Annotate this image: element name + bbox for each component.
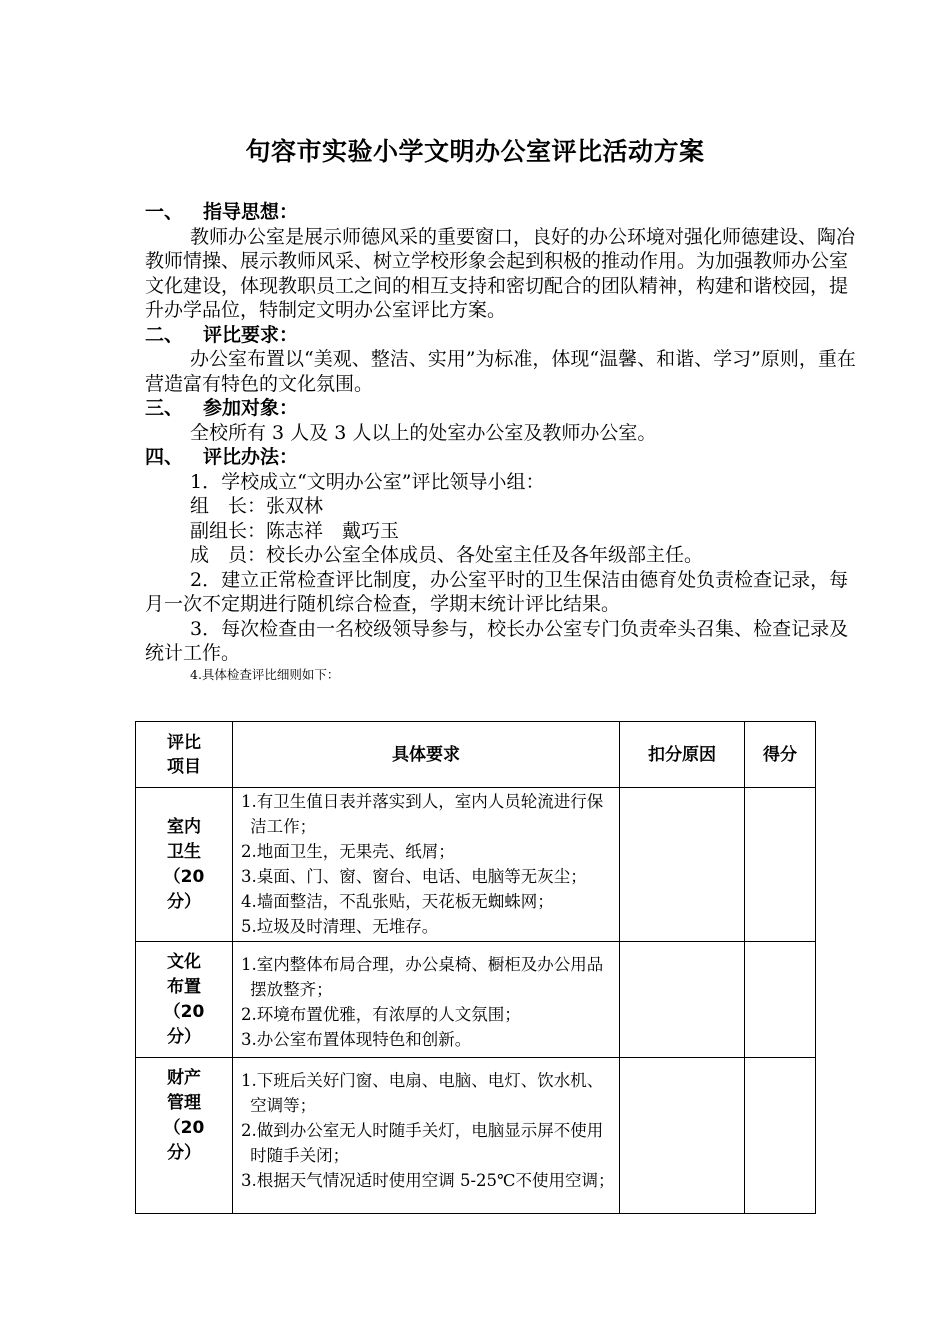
requirement-item: 2.地面卫生，无果壳、纸屑；: [241, 842, 455, 861]
score-cell: [745, 942, 816, 1058]
deduction-reason-cell: [620, 788, 745, 942]
requirements-cell: [233, 1058, 620, 1214]
page-title: 句容市实验小学文明办公室评比活动方案: [245, 137, 705, 166]
leader-line: 组 长：张双林: [190, 495, 324, 517]
score-cell: [745, 1058, 816, 1214]
table-row: [136, 1058, 816, 1214]
table-header-row: [136, 722, 816, 788]
section-heading-4: 四、 评比办法：: [145, 446, 299, 468]
header-score: 得分: [745, 722, 816, 788]
section-heading-2: 二、 评比要求：: [145, 323, 299, 346]
requirement-item: 5.垃圾及时清理、无堆存。: [241, 917, 439, 936]
header-requirements: 具体要求: [233, 722, 620, 788]
requirement-item: 1.下班后关好门窗、电扇、电脑、电灯、饮水机、空调等；: [241, 1071, 604, 1115]
section-3-paragraph: 全校所有 3 人及 3 人以上的处室办公室及教师办公室。: [190, 421, 657, 444]
requirement-item: 2.环境布置优雅，有浓厚的人文氛围；: [241, 1005, 521, 1024]
section-heading-1: 一、 指导思想：: [145, 201, 299, 223]
category-cell: 财产管理（20分）: [136, 1058, 233, 1214]
score-cell: [745, 788, 816, 942]
header-category: 评比项目: [136, 722, 233, 788]
inspection-table: [135, 721, 816, 1214]
requirement-item: 1.室内整体布局合理，办公桌椅、橱柜及办公用品摆放整齐；: [241, 955, 604, 999]
requirement-item: 4.墙面整洁，不乱张贴，天花板无蜘蛛网；: [241, 892, 554, 911]
requirement-item: 2.做到办公室无人时随手关灯，电脑显示屏不使用时随手关闭；: [241, 1121, 604, 1165]
section-2-paragraph: 办公室布置以“美观、整洁、实用”为标准，体现“温馨、和谐、学习”原则，重在营造富有特色的文化氛围。: [145, 348, 856, 395]
deputy-leader-line: 副组长：陈志祥 戴巧玉: [190, 519, 400, 542]
document-body: [145, 200, 865, 685]
table-row: [136, 788, 816, 942]
header-deduction-reason: 扣分原因: [620, 722, 745, 788]
method-item-2: 2．建立正常检查评比制度，办公室平时的卫生保洁由德育处负责检查记录，每月一次不定期进行随机综合检查，学期末统计评比结果。: [145, 568, 849, 615]
category-cell: 室内卫生（20分）: [136, 788, 233, 942]
category-cell: 文化布置（20分）: [136, 942, 233, 1058]
requirements-cell: [233, 788, 620, 942]
deduction-reason-cell: [620, 942, 745, 1058]
requirement-item: 1.有卫生值日表并落实到人，室内人员轮流进行保洁工作；: [241, 792, 604, 836]
table-row: [136, 942, 816, 1058]
method-item-1: 1．学校成立“文明办公室”评比领导小组：: [190, 470, 545, 493]
members-line: 成 员：校长办公室全体成员、各处室主任及各年级部主任。: [190, 544, 704, 566]
deduction-reason-cell: [620, 1058, 745, 1214]
requirement-item: 3.办公室布置体现特色和创新。: [241, 1030, 472, 1049]
section-heading-3: 三、 参加对象：: [145, 397, 299, 419]
method-item-3: 3．每次检查由一名校级领导参与，校长办公室专门负责牵头召集、检查记录及统计工作。: [145, 617, 849, 664]
requirement-item: 3.根据天气情况适时使用空调 5-25℃不使用空调；: [241, 1171, 615, 1190]
table-caption: 4.具体检查评比细则如下：: [190, 666, 340, 682]
requirement-item: 3.桌面、门、窗、窗台、电话、电脑等无灰尘；: [241, 867, 587, 886]
section-1-paragraph: 教师办公室是展示师德风采的重要窗口，良好的办公环境对强化师德建设、陶冶教师情操、展示教师风采、树立学校形象会起到积极的推动作用。为加强教师办公室文化建设，体现教职员工之间的相互支持和密切配合的团队精神，构建和谐校园，提升办学品位，特制定文明办公室评比方案。: [145, 225, 856, 321]
requirements-cell: [233, 942, 620, 1058]
